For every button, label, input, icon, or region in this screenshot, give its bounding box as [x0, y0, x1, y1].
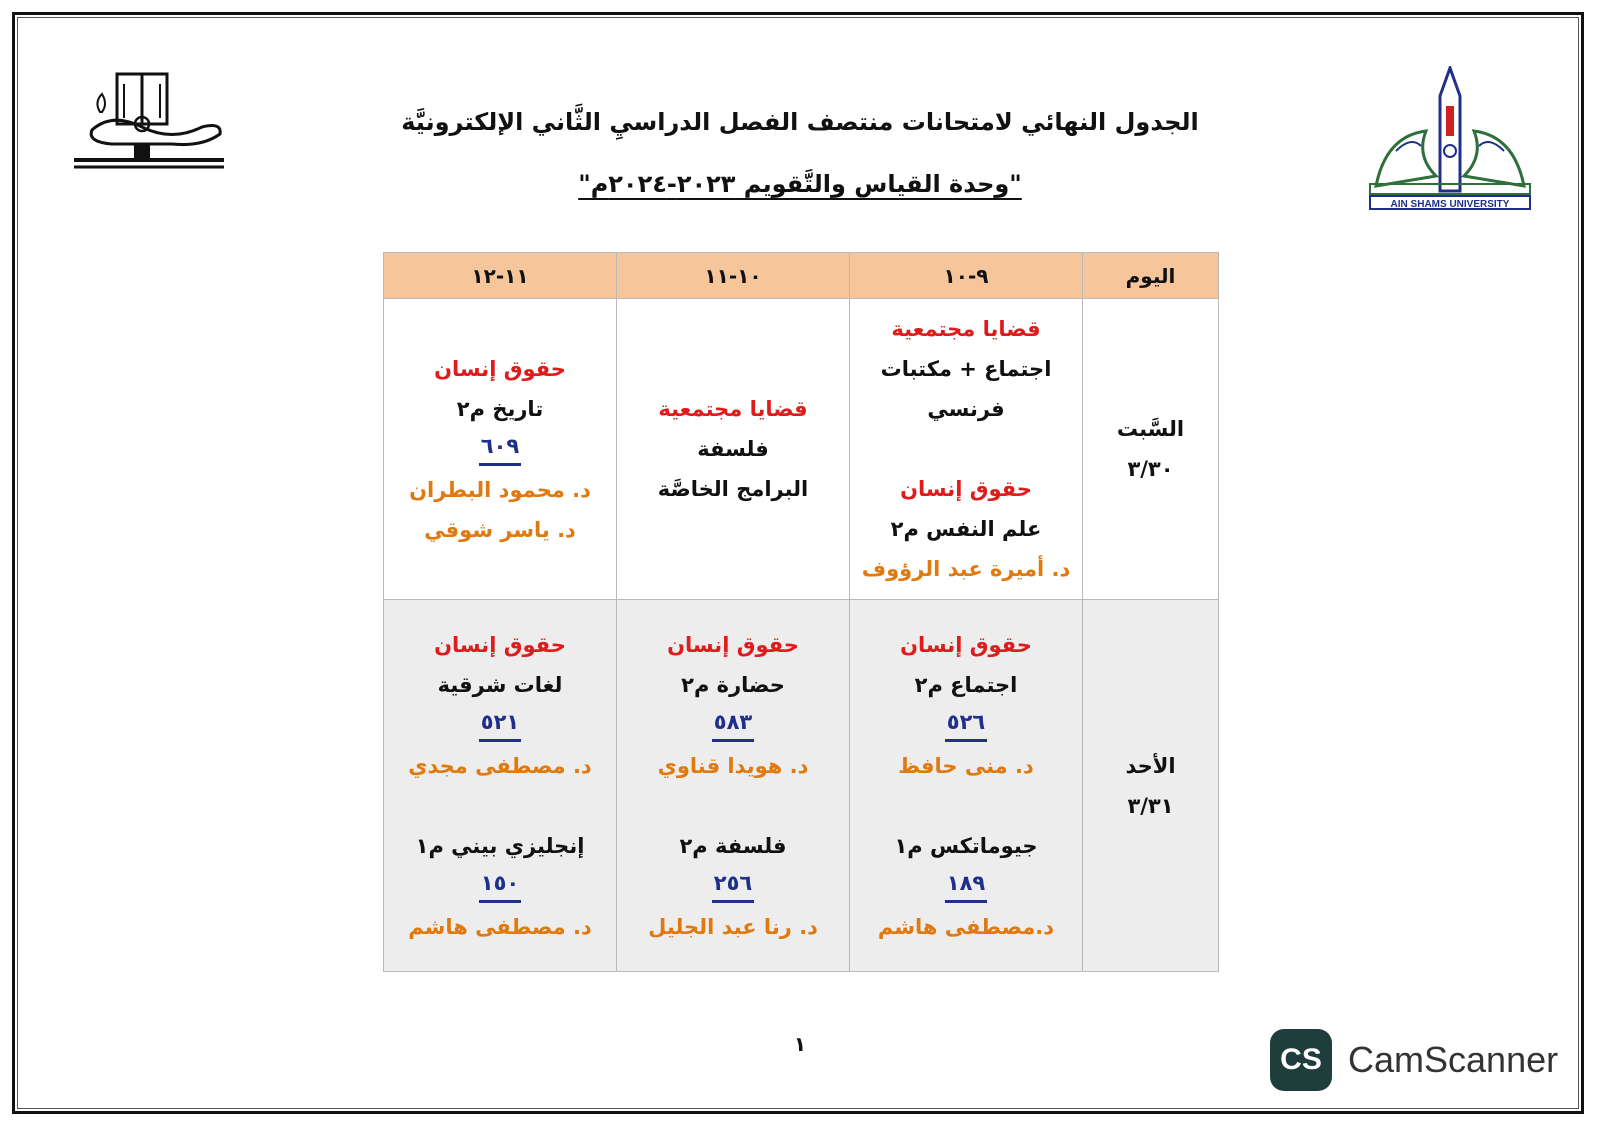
- room-number: ٢٥٦: [712, 866, 754, 903]
- room-number: ٦٠٩: [479, 429, 521, 466]
- room-number: ١٥٠: [479, 866, 521, 903]
- doctor-name: د. مصطفى هاشم: [408, 914, 592, 939]
- department-label: البرامج الخاصَّة: [657, 477, 809, 501]
- doctor-name: د. منى حافظ: [898, 753, 1034, 778]
- slot-cell: [617, 600, 850, 972]
- room-number: ٥٢٦: [945, 705, 987, 742]
- header-slot-1: ٩-١٠: [850, 253, 1083, 299]
- page-title: الجدول النهائي لامتحانات منتصف الفصل الدراسيِ الثَّاني الإلكترونيَّة: [401, 108, 1199, 136]
- subject-label: حقوق إنسان: [667, 632, 799, 657]
- camscanner-watermark: [1270, 1028, 1558, 1092]
- room-number: ٥٨٣: [712, 705, 754, 742]
- department-label: اجتماع م٢: [914, 672, 1018, 697]
- slot-cell: [850, 299, 1083, 600]
- department-label: فرنسي: [927, 397, 1005, 421]
- department-label: علم النفس م٢: [890, 517, 1042, 541]
- subject-label: حقوق إنسان: [434, 632, 566, 657]
- camscanner-logo-icon: CS: [1270, 1029, 1332, 1091]
- slot-cell: [384, 600, 617, 972]
- header-slot-2: ١٠-١١: [617, 253, 850, 299]
- camscanner-label: CamScanner: [1348, 1039, 1559, 1080]
- day-name: الأحد: [1125, 753, 1176, 778]
- subject-label: حقوق إنسان: [900, 632, 1032, 657]
- header-slot-3: ١١-١٢: [384, 253, 617, 299]
- doctor-name: د. هويدا قناوي: [657, 753, 809, 778]
- subject-label: حقوق إنسان: [900, 477, 1032, 501]
- department-label: جيوماتكس م١: [894, 833, 1038, 858]
- doctor-name: د. رنا عبد الجليل: [648, 914, 818, 939]
- day-cell: [1083, 600, 1219, 972]
- department-label: فلسفة: [697, 437, 769, 461]
- page-number: ١: [793, 1032, 807, 1056]
- room-number: ١٨٩: [945, 866, 987, 903]
- department-label: لغات شرقية: [437, 672, 563, 697]
- page-subtitle: [300, 170, 1300, 198]
- doctor-name: د. أميرة عبد الرؤوف: [861, 557, 1071, 581]
- doctor-name: د.مصطفى هاشم: [877, 914, 1055, 939]
- university-logo-text: AIN SHAMS UNIVERSITY: [1390, 199, 1510, 210]
- subject-label: حقوق إنسان: [434, 356, 566, 381]
- department-label: إنجليزي بيني م١: [415, 833, 585, 858]
- slot-cell: [617, 299, 850, 600]
- doctor-name: د. مصطفى مجدي: [408, 753, 592, 778]
- table-row: [384, 600, 1219, 972]
- table-row: [384, 299, 1219, 600]
- slot-cell: [850, 600, 1083, 972]
- table-header-row: [384, 253, 1219, 299]
- day-date: ٣/٣١: [1127, 793, 1174, 818]
- university-logo: [1366, 66, 1534, 211]
- exam-schedule-table: [383, 252, 1219, 972]
- department-label: اجتماع + مكتبات: [880, 357, 1052, 381]
- department-label: تاريخ م٢: [456, 396, 544, 421]
- day-cell: [1083, 299, 1219, 600]
- subject-label: قضايا مجتمعية: [658, 397, 808, 421]
- subject-label: قضايا مجتمعية: [891, 317, 1041, 341]
- day-name: السَّبت: [1116, 417, 1185, 441]
- slot-cell: [384, 299, 617, 600]
- subtitle-text: "وحدة القياس والتَّقويم ٢٠٢٣-٢٠٢٤م": [578, 170, 1022, 198]
- doctor-name: د. محمود البطران: [409, 477, 591, 502]
- header-day: اليوم: [1083, 253, 1219, 299]
- day-date: ٣/٣٠: [1127, 457, 1174, 481]
- room-number: ٥٢١: [479, 705, 521, 742]
- faculty-logo: [72, 72, 232, 172]
- department-label: فلسفة م٢: [679, 833, 787, 858]
- doctor-name: د. ياسر شوقي: [424, 517, 576, 542]
- department-label: حضارة م٢: [681, 672, 785, 697]
